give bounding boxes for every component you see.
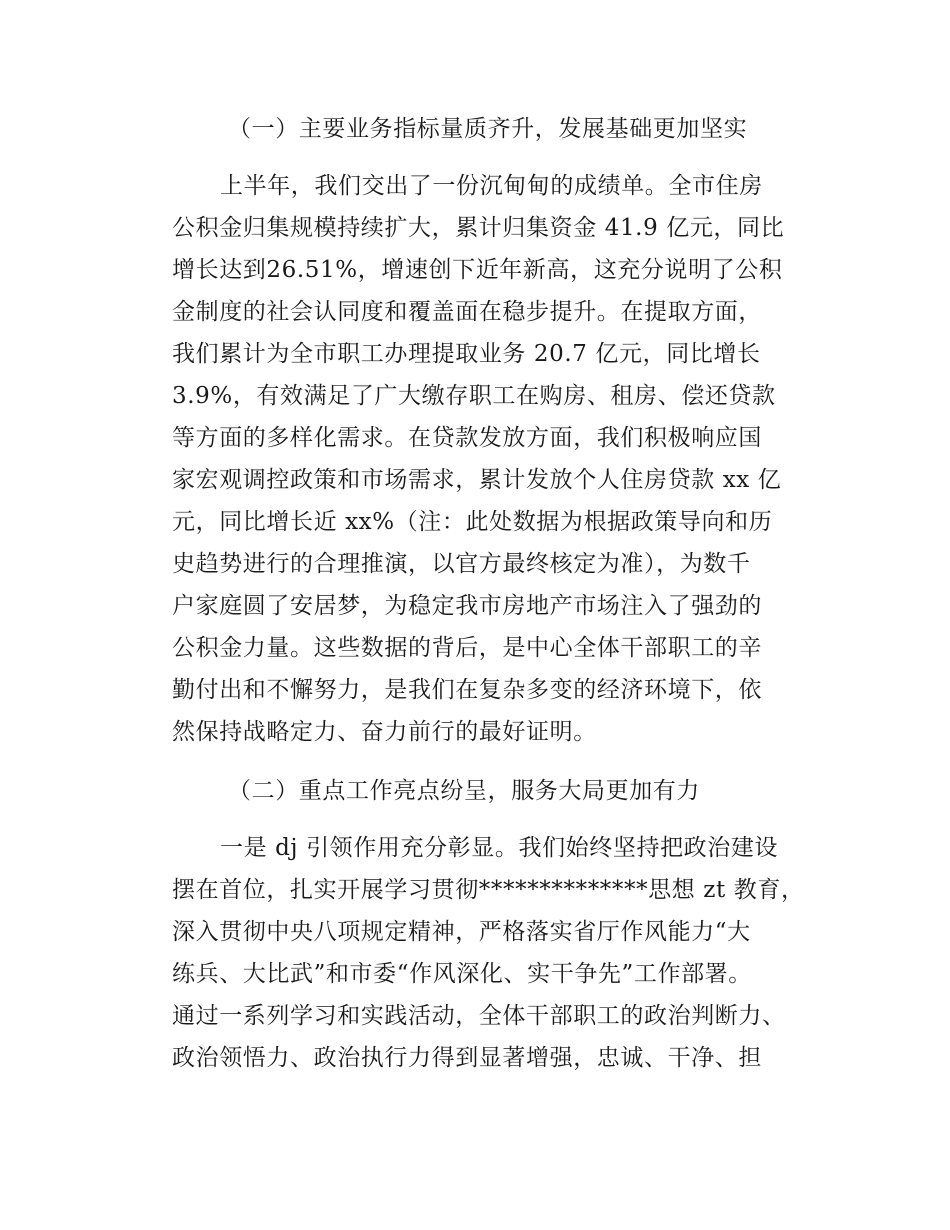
paragraph-line: 政治领悟力、政治执行力得到显著增强，忠诚、干净、担 xyxy=(172,1045,762,1071)
paragraph-line: 一是 dj 引领作用充分彰显。我们始终坚持把政治建设 xyxy=(220,835,779,861)
paragraph-line: 元，同比增长近 xx%（注：此处数据为根据政策导向和历 xyxy=(172,509,773,535)
paragraph-line: 3.9%，有效满足了广大缴存职工在购房、租房、偿还贷款 xyxy=(172,383,776,409)
paragraph-line: 我们累计为全市职工办理提取业务 20.7 亿元，同比增长 xyxy=(172,341,761,367)
paragraph-line: 增长达到26.51%，增速创下近年新高，这充分说明了公积 xyxy=(172,257,783,283)
paragraph-line: 深入贯彻中央八项规定精神，严格落实省厅作风能力“大 xyxy=(172,919,751,945)
paragraph-line: 然保持战略定力、奋力前行的最好证明。 xyxy=(172,719,597,745)
paragraph-line: 等方面的多样化需求。在贷款发放方面，我们积极响应国 xyxy=(172,425,762,451)
paragraph-line: 上半年，我们交出了一份沉甸甸的成绩单。全市住房 xyxy=(220,173,763,199)
section-1-heading: （一）主要业务指标量质齐升，发展基础更加坚实 xyxy=(228,116,748,142)
paragraph-line: 家宏观调控政策和市场需求，累计发放个人住房贷款 xx 亿 xyxy=(172,467,782,493)
paragraph-line: 练兵、大比武”和市委“作风深化、实干争先”工作部署。 xyxy=(172,961,752,987)
paragraph-line: 公积金归集规模持续扩大，累计归集资金 41.9 亿元，同比 xyxy=(172,215,785,241)
paragraph-line: 金制度的社会认同度和覆盖面在稳步提升。在提取方面， xyxy=(172,299,762,325)
paragraph-line: 史趋势进行的合理推演，以官方最终核定为准），为数千 xyxy=(172,551,751,577)
paragraph-line: 户家庭圆了安居梦，为稳定我市房地产市场注入了强劲的 xyxy=(172,593,762,619)
paragraph-line: 通过一系列学习和实践活动，全体干部职工的政治判断力、 xyxy=(172,1003,786,1029)
paragraph-line: 公积金力量。这些数据的背后，是中心全体干部职工的辛 xyxy=(172,635,762,661)
section-2-heading: （二）重点工作亮点纷呈，服务大局更加有力 xyxy=(228,778,700,804)
paragraph-line: 摆在首位，扎实开展学习贯彻**************思想 zt 教育， xyxy=(172,877,805,903)
paragraph-line: 勤付出和不懈努力，是我们在复杂多变的经济环境下，依 xyxy=(172,677,762,703)
